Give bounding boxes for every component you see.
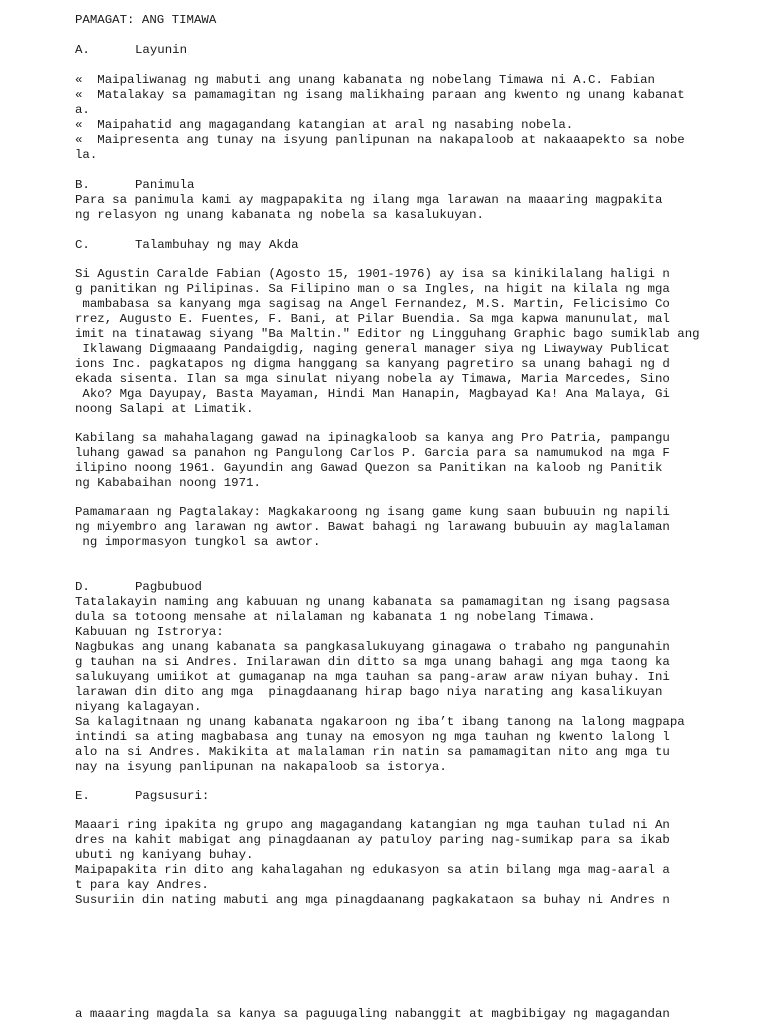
- summary-line: intindi sa ating magbabasa ang tunay na emosyon ng mga tauhan ng kwento lalong l: [75, 730, 670, 744]
- section-c-letter: C.: [75, 238, 90, 252]
- awards-line: Kabilang sa mahahalagang gawad na ipinagkaloob sa kanya ang Pro Patria, pampangu: [75, 431, 670, 445]
- method-line: Pamamaraan ng Pagtalakay: Magkakaroong ng isang game kung saan bubuuin ng napili: [75, 505, 670, 519]
- biography-line: Iklawang Digmaaang Pandaigdig, naging general manager siya ng Liwayway Publicat: [75, 342, 670, 356]
- objective-line: « Maipaliwanag ng mabuti ang unang kabanata ng nobelang Timawa ni A.C. Fabian: [75, 73, 655, 87]
- objective-line: « Maipahatid ang magagandang katangian at aral ng nasabing nobela.: [75, 118, 574, 132]
- summary-line: larawan din dito ang mga pinagdaanang hirap bago niya narating ang kasalikuyan: [75, 685, 663, 699]
- summary-line: Sa kalagitnaan ng unang kabanata ngakaroon ng iba’t ibang tanong na lalong magpapa: [75, 715, 685, 729]
- method-line: ng miyembro ang larawan ng awtor. Bawat bahagi ng larawang bubuuin ay maglalaman: [75, 520, 670, 534]
- objective-line: « Maipresenta ang tunay na isyung panlipunan na nakapaloob at nakaaapekto sa nobe: [75, 133, 685, 147]
- biography-line: noong Salapi at Limatik.: [75, 402, 254, 416]
- method-line: ng impormasyon tungkol sa awtor.: [75, 535, 321, 549]
- biography-line: Ako? Mga Dayupay, Basta Mayaman, Hindi Man Hanapin, Magbayad Ka! Ana Malaya, Gi: [75, 387, 670, 401]
- biography-line: Si Agustin Caralde Fabian (Agosto 15, 1901-1976) ay isa sa kinikilalang haligi n: [75, 267, 670, 281]
- summary-line: Nagbukas ang unang kabanata sa pangkasalukuyang ginagawa o trabaho ng pangunahin: [75, 640, 670, 654]
- summary-line: alo na si Andres. Makikita at malalaman rin natin sa pamamagitan nito ang mga tu: [75, 745, 670, 759]
- biography-line: mambabasa sa kanyang mga sagisag na Angel Fernandez, M.S. Martin, Felicisimo Co: [75, 297, 670, 311]
- section-a-letter: A.: [75, 43, 90, 57]
- section-b-letter: B.: [75, 178, 90, 192]
- biography-line: imit na tinatawag siyang "Ba Maltin." Editor ng Lingguhang Graphic bago sumiklab ang: [75, 327, 700, 341]
- objective-line: a.: [75, 103, 90, 117]
- analysis-line: Maaari ring ipakita ng grupo ang magagandang katangian ng mga tauhan tulad ni An: [75, 818, 670, 832]
- section-a-title: Layunin: [135, 43, 188, 57]
- biography-line: ekada sisenta. Ilan sa mga sinulat niyang nobela ay Timawa, Maria Marcedes, Sino: [75, 372, 670, 386]
- awards-line: luhang gawad sa panahon ng Pangulong Carlos P. Garcia para sa namumukod na mga F: [75, 446, 670, 460]
- summary-line: Tatalakayin naming ang kabuuan ng unang kabanata sa pamamagitan ng isang pagsasa: [75, 595, 670, 609]
- section-c-heading: [75, 238, 299, 253]
- section-d-heading: [75, 580, 202, 595]
- intro-line: ng relasyon ng unang kabanata ng nobela sa kasalukuyan.: [75, 208, 484, 222]
- continuation-line: a maaaring magdala sa kanya sa paguugaling nabanggit at magbibigay ng magagandan: [75, 1007, 670, 1021]
- section-b-title: Panimula: [135, 178, 195, 192]
- analysis-line: Maipapakita rin dito ang kahalagahan ng edukasyon sa atin bilang mga mag-aaral a: [75, 863, 670, 877]
- section-d-title: Pagbubuod: [135, 580, 202, 594]
- analysis-line: dres na kahit mabigat ang pinagdaanan ay patuloy paring nag-sumikap para sa ikab: [75, 833, 670, 847]
- analysis-line: ubuti ng kaniyang buhay.: [75, 848, 254, 862]
- biography-line: g panitikan ng Pilipinas. Sa Filipino man o sa Ingles, na higit na kilala ng mga: [75, 282, 670, 296]
- section-d-letter: D.: [75, 580, 90, 594]
- analysis-line: t para kay Andres.: [75, 878, 209, 892]
- summary-line: nay na isyung panlipunan na nakapaloob sa istorya.: [75, 760, 447, 774]
- awards-line: ilipino noong 1961. Gayundin ang Gawad Quezon sa Panitikan na kaloob ng Panitik: [75, 461, 663, 475]
- summary-line: Kabuuan ng Istrorya:: [75, 625, 224, 639]
- section-a-heading: [75, 43, 187, 58]
- section-e-letter: E.: [75, 789, 90, 803]
- biography-line: ions Inc. pagkatapos ng digma hanggang sa kanyang pagretiro sa unang bahagi ng d: [75, 357, 670, 371]
- objective-line: « Matalakay sa pamamagitan ng isang malikhaing paraan ang kwento ng unang kabanat: [75, 88, 685, 102]
- section-e-heading: [75, 789, 209, 804]
- biography-line: rrez, Augusto E. Fuentes, F. Bani, at Pilar Buendia. Sa mga kapwa manunulat, mal: [75, 312, 670, 326]
- section-b-heading: [75, 178, 195, 193]
- summary-line: g tauhan na si Andres. Inilarawan din ditto sa mga unang bahagi ang mga taong ka: [75, 655, 670, 669]
- section-c-title: Talambuhay ng may Akda: [135, 238, 299, 252]
- section-e-title: Pagsusuri:: [135, 789, 210, 803]
- summary-line: salukuyang umiikot at gumaganap na mga tauhan sa pang-araw araw niyan buhay. Ini: [75, 670, 670, 684]
- document-title: PAMAGAT: ANG TIMAWA: [75, 13, 217, 27]
- summary-line: dula sa totoong mensahe at nilalaman ng kabanata 1 ng nobelang Timawa.: [75, 610, 596, 624]
- analysis-line: Susuriin din nating mabuti ang mga pinagdaanang pagkakataon sa buhay ni Andres n: [75, 893, 670, 907]
- intro-line: Para sa panimula kami ay magpapakita ng ilang mga larawan na maaaring magpakita: [75, 193, 663, 207]
- summary-line: niyang kalagayan.: [75, 700, 202, 714]
- awards-line: ng Kababaihan noong 1971.: [75, 476, 261, 490]
- objective-line: la.: [75, 148, 98, 162]
